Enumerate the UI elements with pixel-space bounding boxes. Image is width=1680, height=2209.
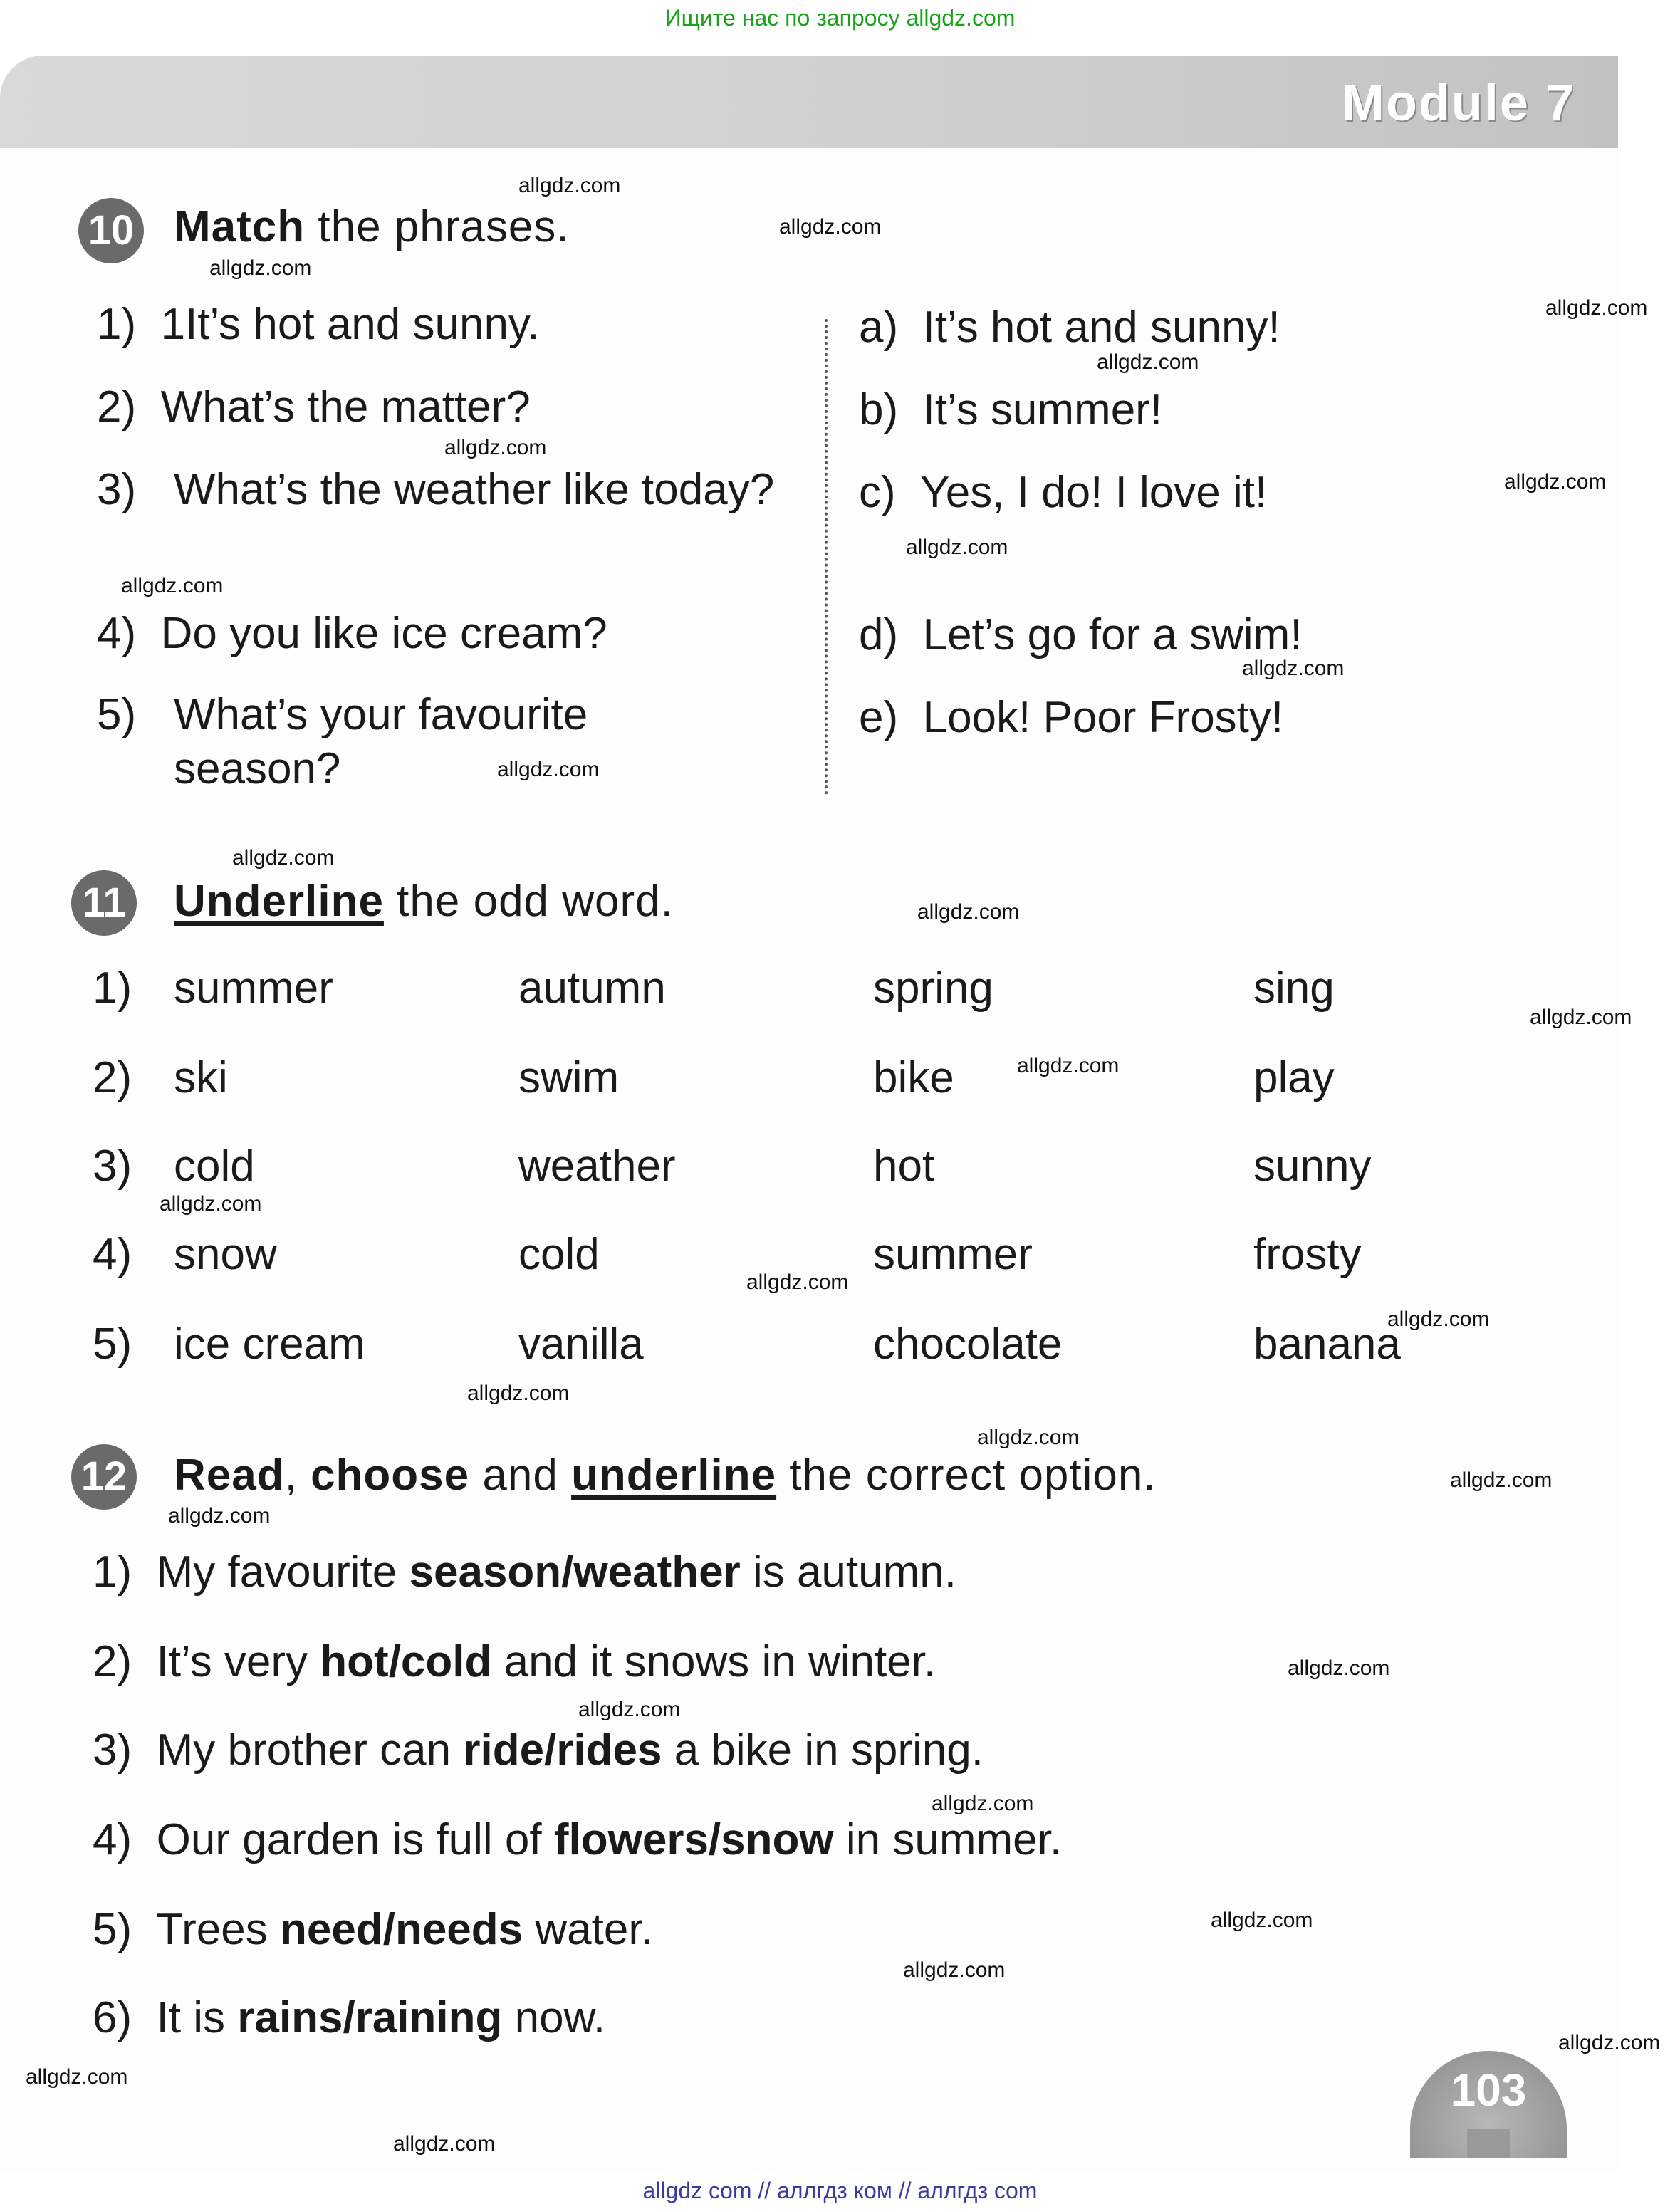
item-letter: c) (859, 468, 896, 517)
heading-keyword: Underline (174, 877, 384, 926)
odd-word-option[interactable]: summer (873, 1230, 1033, 1279)
watermark: allgdz.com (746, 1270, 849, 1294)
watermark: allgdz.com (1288, 1656, 1390, 1680)
watermark: allgdz.com (232, 846, 335, 870)
item-text: Look! Poor Frosty! (922, 693, 1284, 742)
item-text: a bike in spring. (674, 1725, 984, 1775)
odd-word-option[interactable]: cold (174, 1142, 255, 1191)
exercise-11-heading (174, 876, 674, 926)
page-number: 103 (1450, 2064, 1527, 2116)
odd-word-option[interactable]: sing (1253, 964, 1335, 1013)
item-letter: d) (859, 610, 899, 659)
module-title: Module 7 (1341, 75, 1575, 132)
heading-and: and (482, 1451, 558, 1500)
item-text: My brother can (156, 1725, 452, 1775)
odd-word-option[interactable]: play (1253, 1053, 1335, 1102)
odd-word-option[interactable]: chocolate (873, 1320, 1063, 1369)
watermark: allgdz.com (393, 2132, 496, 2156)
choice-options[interactable]: ride/rides (463, 1725, 662, 1775)
watermark: allgdz.com (26, 2065, 128, 2089)
item-text: Do you like ice cream? (160, 609, 607, 658)
item-text: What’s the matter? (160, 382, 531, 432)
choose-item-2 (93, 1635, 936, 1689)
choose-item-1 (93, 1545, 956, 1599)
match-left-2 (97, 380, 531, 434)
odd-word-option[interactable]: hot (873, 1142, 935, 1191)
item-text: water. (535, 1905, 653, 1954)
item-text: Our garden is full of (156, 1815, 542, 1864)
heading-text: the odd word. (397, 877, 674, 926)
heading-text: the correct option. (789, 1451, 1157, 1500)
match-right-e (859, 691, 1283, 745)
match-left-4 (97, 607, 607, 661)
row-number: 4) (93, 1230, 132, 1279)
item-text: It’s summer! (922, 385, 1163, 434)
watermark: allgdz.com (160, 1192, 262, 1216)
exercise-12-number: 12 (71, 1444, 137, 1510)
badge-stem (1467, 2129, 1510, 2158)
odd-word-option[interactable]: ski (174, 1053, 228, 1102)
item-text: 1It’s hot and sunny. (160, 300, 540, 349)
choice-options[interactable]: season/weather (409, 1547, 741, 1597)
item-number: 6) (93, 1993, 132, 2042)
odd-word-option[interactable]: spring (873, 964, 993, 1013)
choose-item-3 (93, 1723, 984, 1777)
item-text: It is (156, 1993, 226, 2042)
watermark: allgdz.com (932, 1792, 1034, 1815)
item-letter: b) (859, 385, 899, 434)
watermark: allgdz.com (444, 436, 547, 459)
odd-word-option[interactable]: ice cream (174, 1320, 365, 1369)
watermark: allgdz.com (1450, 1468, 1553, 1492)
odd-word-option[interactable]: swim (518, 1053, 620, 1102)
heading-comma: , (284, 1451, 298, 1500)
exercise-12-heading (174, 1450, 1157, 1500)
watermark: allgdz.com (1530, 1006, 1632, 1029)
row-number: 5) (93, 1320, 132, 1369)
item-text: now. (514, 1993, 606, 2042)
watermark: allgdz.com (779, 215, 882, 239)
row-number: 2) (93, 1053, 132, 1102)
odd-word-option[interactable]: cold (518, 1230, 600, 1279)
heading-text: the phrases. (318, 202, 570, 251)
choose-item-5 (93, 1903, 653, 1957)
choice-options[interactable]: need/needs (280, 1905, 523, 1954)
watermark: allgdz.com (977, 1426, 1080, 1449)
watermark: allgdz.com (906, 536, 1008, 559)
watermark: allgdz.com (1242, 657, 1345, 680)
watermark: allgdz.com (518, 174, 621, 197)
item-number: 2) (93, 1637, 132, 1686)
watermark: allgdz.com (497, 758, 600, 781)
watermark: allgdz.com (1545, 296, 1648, 320)
item-text: in summer. (845, 1815, 1063, 1864)
item-text: is autumn. (752, 1547, 956, 1597)
odd-word-table (0, 963, 1618, 1390)
item-number: 1) (97, 300, 137, 349)
heading-keyword-underline: underline (571, 1451, 777, 1500)
watermark: allgdz.com (1211, 1908, 1313, 1932)
watermark: allgdz.com (1017, 1054, 1120, 1077)
choose-item-4 (93, 1813, 1062, 1867)
module-header (0, 56, 1618, 148)
watermark: allgdz.com (1558, 2031, 1661, 2054)
choice-options[interactable]: rains/raining (237, 1993, 503, 2042)
heading-keyword: Match (174, 202, 306, 251)
item-number: 4) (97, 609, 137, 658)
heading-keyword-choose: choose (311, 1451, 470, 1500)
exercise-10-number: 10 (78, 198, 144, 263)
bottom-banner: allgdz com // аллгдз ком // аллгдз сom (642, 2178, 1038, 2203)
item-text: My favourite (156, 1547, 397, 1597)
odd-word-option[interactable]: weather (518, 1142, 676, 1191)
item-number: 2) (97, 382, 137, 432)
odd-word-option[interactable]: autumn (518, 964, 666, 1013)
item-number: 5) (93, 1905, 132, 1954)
exercise-10-heading (174, 202, 570, 252)
watermark: allgdz.com (1504, 470, 1607, 494)
exercise-11-number: 11 (71, 870, 137, 936)
watermark: allgdz.com (467, 1382, 570, 1405)
watermark: allgdz.com (1387, 1307, 1490, 1331)
match-right-b (859, 383, 1162, 437)
item-text: Yes, I do! I love it! (920, 468, 1268, 517)
watermark: allgdz.com (121, 574, 224, 597)
match-right-a (859, 301, 1280, 355)
odd-word-option[interactable]: summer (174, 964, 333, 1013)
item-number: 3) (97, 465, 137, 514)
item-number: 4) (93, 1815, 132, 1864)
top-banner: Ищите нас по запросу allgdz.com (664, 5, 1016, 31)
odd-word-option[interactable]: snow (174, 1230, 277, 1279)
row-number: 3) (93, 1142, 132, 1191)
watermark: allgdz.com (917, 900, 1020, 924)
watermark: allgdz.com (903, 1958, 1006, 1982)
match-left-1 (97, 298, 540, 352)
match-right-c (859, 466, 1267, 520)
item-text: and it snows in winter. (504, 1637, 936, 1686)
match-right-d (859, 608, 1303, 662)
item-number: 3) (93, 1725, 132, 1775)
item-text: Let’s go for a swim! (922, 610, 1303, 659)
item-text: It’s hot and sunny! (922, 303, 1280, 352)
item-letter: e) (859, 693, 899, 742)
item-letter: a) (859, 303, 899, 352)
choose-item-6 (93, 1991, 605, 2045)
item-text: What’s the weather like today? (174, 465, 775, 514)
odd-word-option[interactable]: frosty (1253, 1230, 1362, 1279)
item-text: What’s your favourite season? (174, 690, 588, 793)
odd-word-option[interactable]: bike (873, 1053, 954, 1102)
match-divider (825, 319, 828, 795)
row-number: 1) (93, 964, 132, 1013)
watermark: allgdz.com (1097, 350, 1199, 374)
watermark: allgdz.com (578, 1698, 681, 1721)
watermark: allgdz.com (168, 1504, 271, 1528)
item-text: It’s very (156, 1637, 308, 1686)
choice-options[interactable]: hot/cold (320, 1637, 492, 1686)
odd-word-option[interactable]: vanilla (518, 1320, 644, 1369)
heading-keyword-read: Read (174, 1451, 285, 1500)
item-text: Trees (156, 1905, 268, 1954)
watermark: allgdz.com (209, 256, 312, 280)
odd-word-option[interactable]: sunny (1253, 1142, 1372, 1191)
item-number: 1) (93, 1547, 132, 1597)
choice-options[interactable]: flowers/snow (553, 1815, 834, 1864)
odd-word-option[interactable]: banana (1253, 1320, 1401, 1369)
item-number: 5) (97, 690, 137, 739)
